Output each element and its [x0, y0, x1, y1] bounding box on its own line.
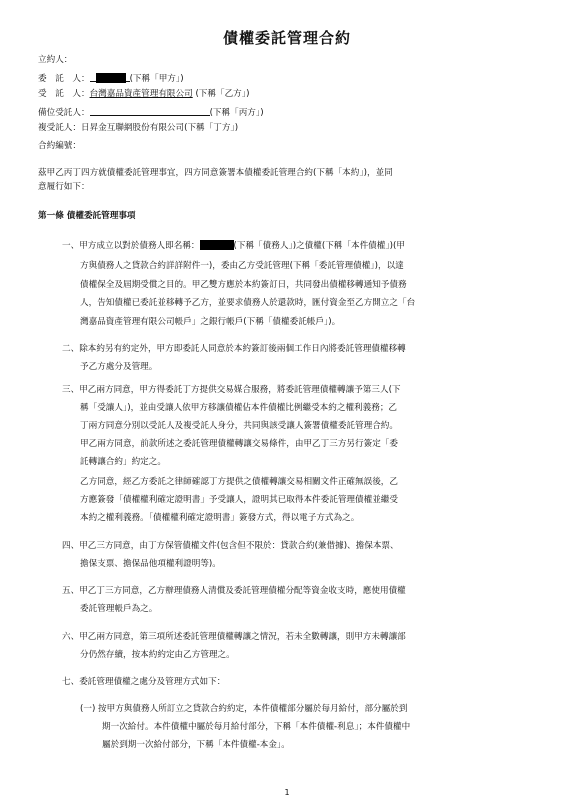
intro-line-2: 意履行如下： [38, 182, 90, 192]
principal-redaction [96, 73, 126, 83]
item-6-line-2: 分仍然存續，按本約約定由乙方管理之。 [80, 650, 235, 660]
principal-suffix: (下稱「甲方」) [129, 74, 184, 84]
document-title: 債權委託管理合約 [222, 29, 351, 47]
item-1-line-2: 方與債務人之貸款合約詳詳附件一)，委由乙方受託管理(下稱「委託管理債權」)，以達 [80, 261, 404, 271]
item-2-line-2: 予乙方處分及管理。 [80, 362, 158, 372]
item-4-line-2: 擔保支票、擔保品他項權利證明等)。 [80, 559, 221, 569]
page-number: 1 [284, 788, 290, 797]
item-7-sub-1-line-3: 屬於到期一次給付部分，下稱「本件債權-本金」。 [102, 740, 290, 750]
item-1-line-3: 債權保全及屆期受償之目的。甲乙雙方應於本約簽訂日，共同發出債權移轉通知予債務 [80, 280, 407, 290]
item-3-line-2: 稱「受讓人」)，並由受讓人依甲方移讓債權佔本件債權比例繼受本約之權利義務；乙 [80, 403, 398, 413]
principal-label: 委 託 人： [38, 74, 90, 84]
debtor-name-redaction [200, 240, 234, 250]
debtor-label: 備位受託人： [38, 108, 90, 118]
item-3-line-4: 甲乙兩方同意，前款所述之委託管理債權轉讓交易條件，由甲乙丁三方另行簽定「委 [80, 439, 398, 449]
item-3-line-5: 託轉讓合約」約定之。 [80, 457, 166, 467]
item-4-line-1: 四、甲乙三方同意，由丁方保管債權文件(包含但不限於：貸款合約(兼借據)、擔保本票、 [62, 541, 399, 551]
sub-trustee-line: 複受託人：日昇金互聯網股份有限公司(下稱「丁方」) [38, 123, 239, 133]
debtor-blank [90, 106, 210, 116]
parties-header: 立約人： [38, 55, 73, 65]
item-3-line-7: 方應簽發「債權權利確定證明書」予受讓人，證明其已取得本件委託管理債權並繼受 [80, 495, 398, 505]
item-7-sub-1-line-2: 期一次給付。本件債權中屬於每月給付部分，下稱「本件債權-利息」；本件債權中 [102, 722, 411, 732]
trustee-line [38, 89, 249, 100]
debtor-line [38, 106, 264, 119]
trustee-label: 受 託 人： [38, 89, 90, 99]
item-1-line-5: 灣嘉品資產管理有限公司帳戶」之銀行帳戶(下稱「債權委託帳戶」)。 [80, 317, 341, 327]
trustee-name: 台灣嘉品資產管理有限公司 [89, 89, 193, 99]
item-3-line-8: 本約之權利義務。「債權權利確定證明書」簽發方式，得以電子方式為之。 [80, 513, 360, 523]
trustee-suffix: (下稱「乙方」) [195, 89, 250, 99]
item-1-suffix: (下稱「債務人」)之債權(下稱「本件債權」)(甲 [233, 241, 405, 251]
item-7-line-1: 七、委託管理債權之處分及管理方式如下： [62, 677, 226, 687]
item-7-sub-1-line-1: (一) 按甲方與債務人所訂立之貸款合約約定，本件債權部分屬於每月給付，部分屬於到 [80, 704, 408, 714]
item-2-line-1: 二、除本約另有約定外，甲方即委託人同意於本約簽訂後兩個工作日內將委託管理債權移轉 [62, 344, 406, 354]
item-6-line-1: 六、甲乙兩方同意，第三項所述委託管理債權轉讓之情況，若未全數轉讓，則甲方未轉讓部 [62, 632, 406, 642]
intro-line-1: 茲甲乙丙丁四方就債權委託管理事宜，四方同意簽署本債權委託管理合約(下稱「本約」)，並同 [38, 168, 393, 178]
item-1-line-1 [62, 240, 405, 252]
item-3-line-6: 乙方同意，經乙方委託之律師確認丁方提供之債權轉讓交易相關文件正確無誤後，乙 [80, 477, 398, 487]
debtor-suffix: (下稱「丙方」) [209, 108, 264, 118]
principal-line [38, 72, 184, 85]
item-3-line-1: 三、甲乙兩方同意，甲方得委託丁方提供交易媒合服務，將委託管理債權轉讓予第三人(下 [62, 385, 401, 395]
item-1-prefix: 一、甲方成立以對於債務人即名稱： [62, 241, 200, 251]
item-5-line-1: 五、甲乙丁三方同意，乙方辦理債務人清償及委託管理債權分配等資金收支時，應使用債權 [62, 586, 406, 596]
item-3-line-3: 丁兩方同意分別以受託人及複受託人身分，共同與該受讓人簽署債權委託管理合約。 [80, 421, 398, 431]
item-1-line-4: 人，告知債權已委託並移轉予乙方，並要求債務人於還款時，匯付資金至乙方開立之「台 [80, 298, 416, 308]
contract-number: 合約編號： [38, 141, 81, 151]
item-5-line-2: 委託管理帳戶為之。 [80, 604, 158, 614]
article-1-heading: 第一條 債權委託管理事項 [38, 211, 136, 221]
